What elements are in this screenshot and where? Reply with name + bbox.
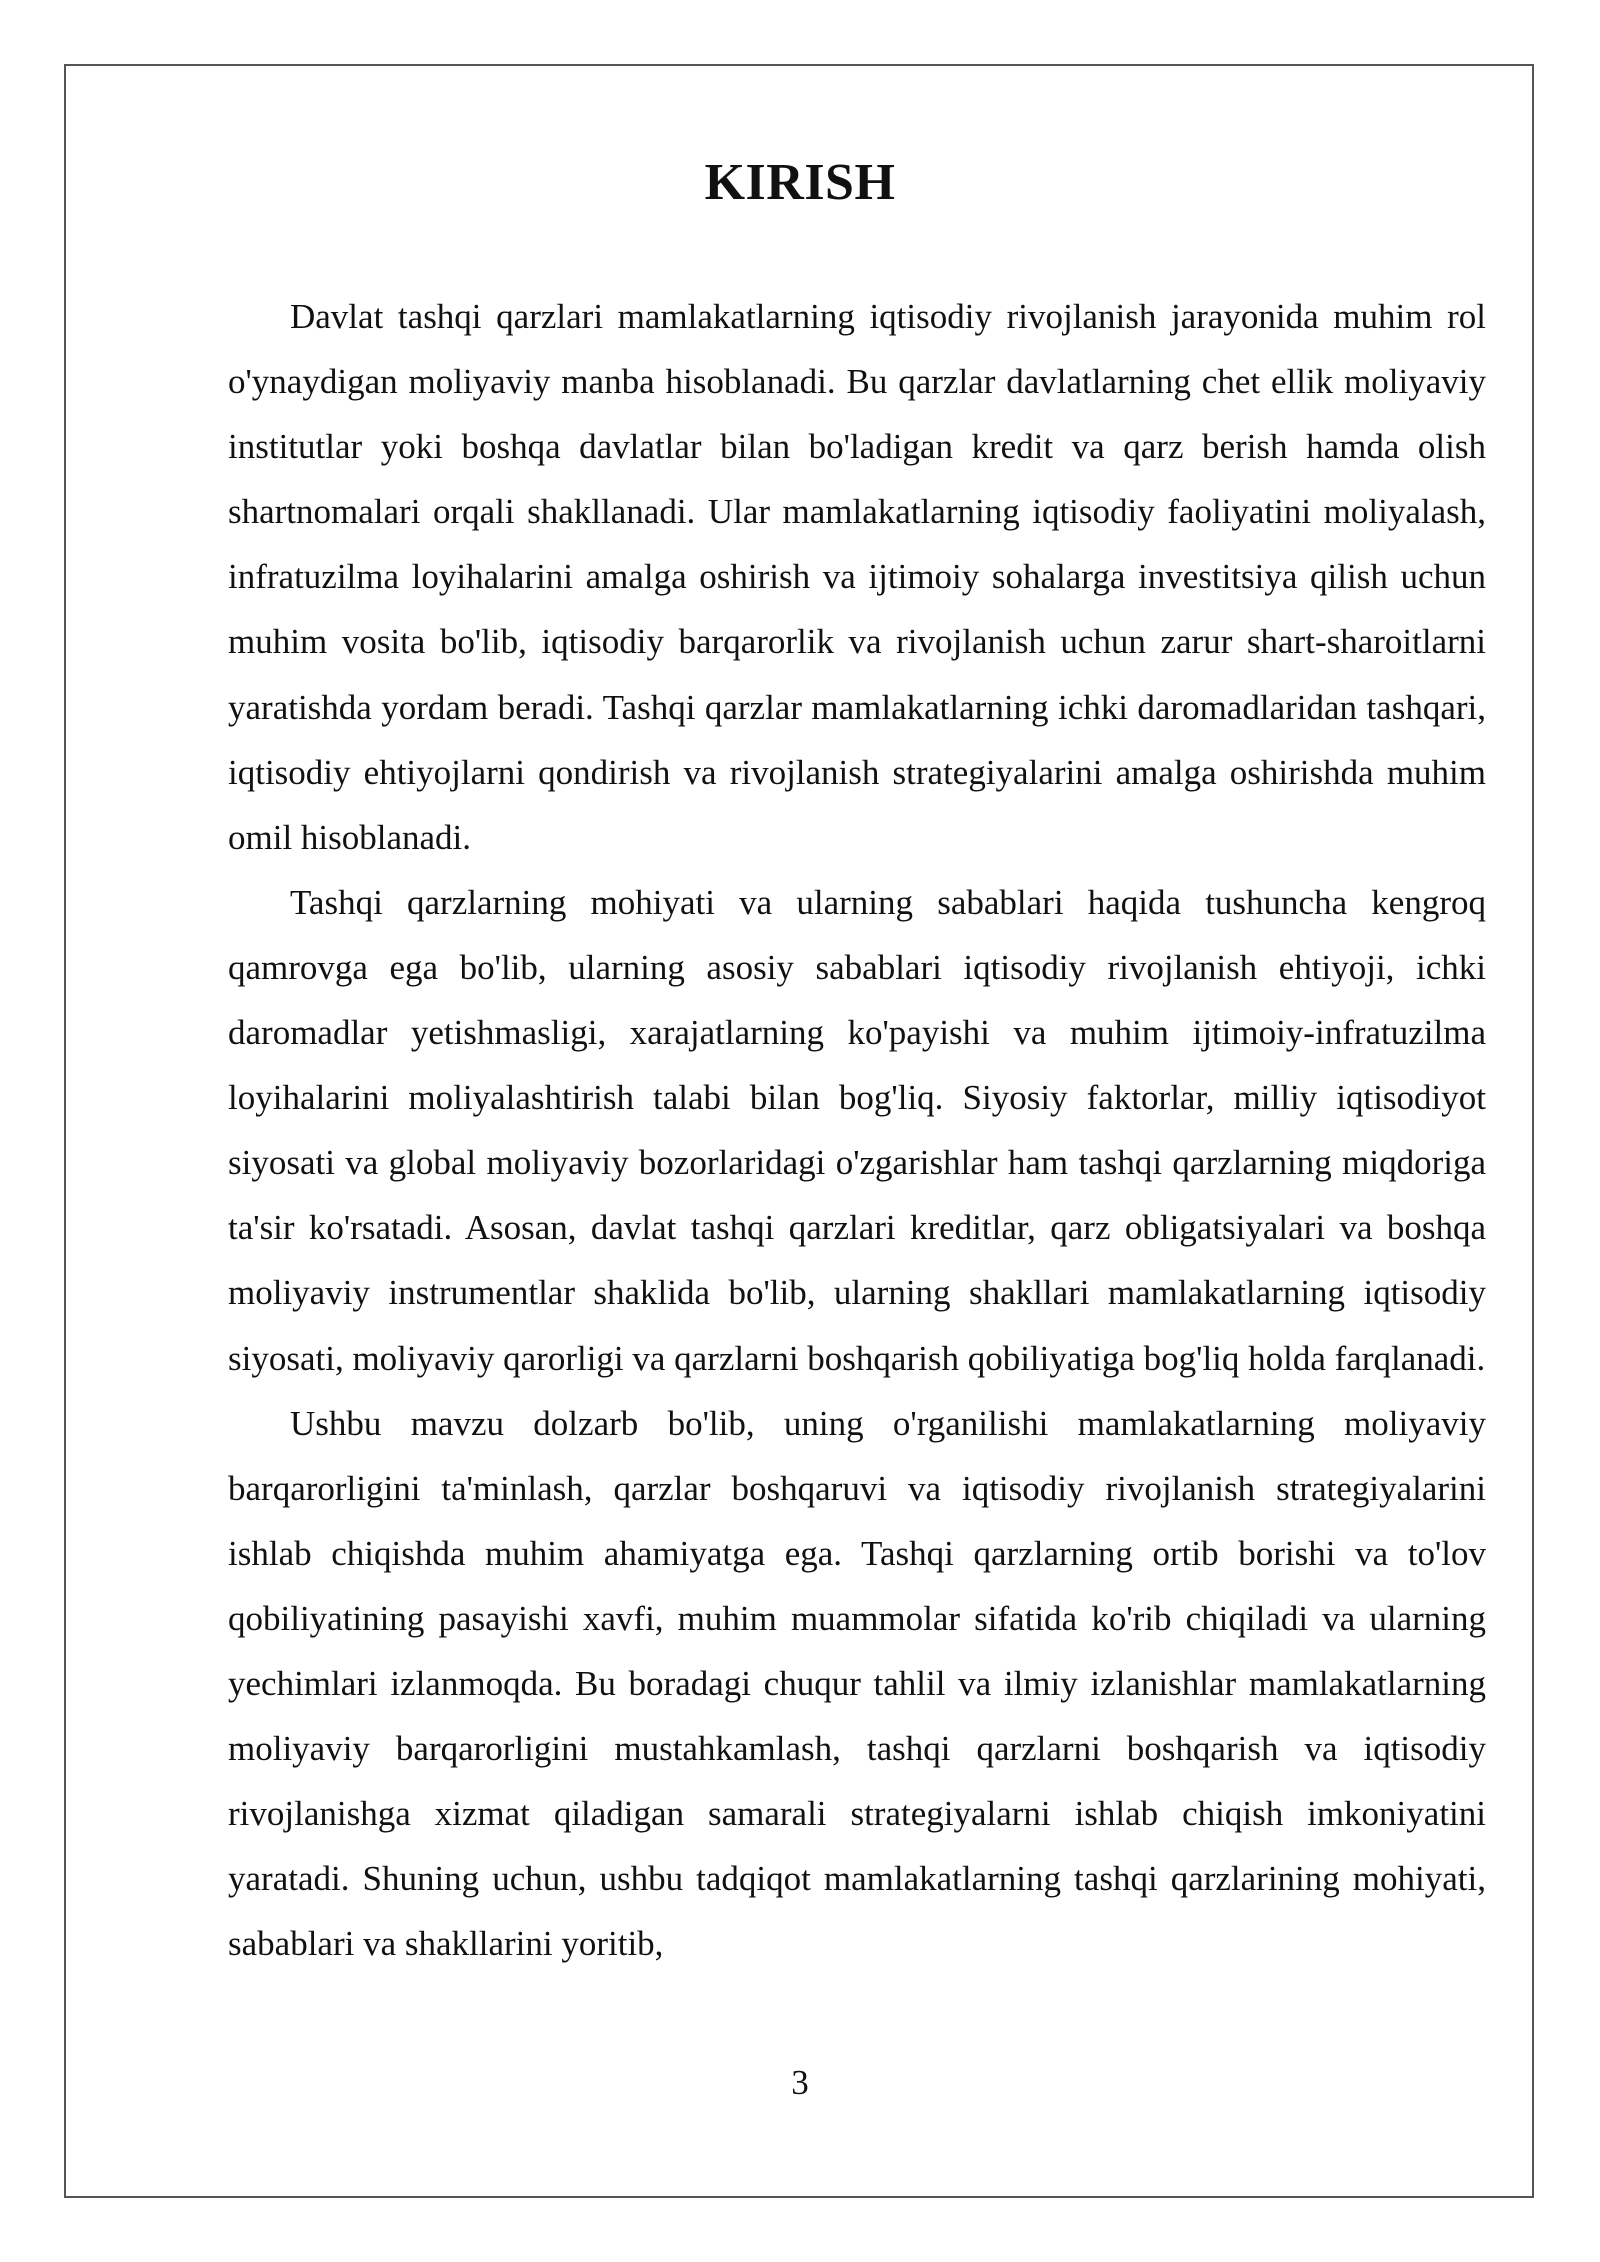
paragraph-3: Ushbu mavzu dolzarb bo'lib, uning o'rganilishi mamlakatlarning moliyaviy barqarorligini ta'minlash, qarzlar boshqaruvi va iqtisodiy rivojlanish strategiyalarini ishlab chiqishda muhim ahamiyatga ega. Tashqi qarzlarning ortib borishi va to'lov qobiliyatining pasayishi xavfi, muhim muammolar sifatida ko'rib chiqiladi va ularning yechimlari izlanmoqda. Bu boradagi chuqur tahlil va ilmiy izlanishlar mamlakatlarning moliyaviy barqarorligini mustahkamlash, tashqi qarzlarni boshqarish va iqtisodiy rivojlanishga xizmat qiladigan samarali strategiyalarni ishlab chiqish imkoniyatini yaratadi. Shuning uchun, ushbu tadqiqot mamlakatlarning tashqi qarzlarining mohiyati, sabablari va shakllarini yoritib, [228,1403,1486,1964]
paragraph-1: Davlat tashqi qarzlari mamlakatlarning iqtisodiy rivojlanish jarayonida muhim rol o'ynaydigan moliyaviy manba hisoblanadi. Bu qarzlar davlatlarning chet ellik moliyaviy institutlar yoki boshqa davlatlar bilan bo'ladigan kredit va qarz berish hamda olish shartnomalari orqali shakllanadi. Ular mamlakatlarning iqtisodiy faoliyatini moliyalash, infratuzilma loyihalarini amalga oshirish va ijtimoiy sohalarga investitsiya qilish uchun muhim vosita bo'lib, iqtisodiy barqarorlik va rivojlanish uchun zarur shart-sharoitlarni yaratishda yordam beradi. Tashqi qarzlar mamlakatlarning ichki daromadlaridan tashqari, iqtisodiy ehtiyojlarni qondirish va rivojlanish strategiyalarini amalga oshirishda muhim omil hisoblanadi. [228,297,1486,857]
page-number: 3 [791,2063,809,2102]
paragraph-2: Tashqi qarzlarning mohiyati va ularning sabablari haqida tushuncha kengroq qamrovga ega bo'lib, ularning asosiy sabablari iqtisodiy rivojlanish ehtiyoji, ichki daromadlar yetishmasligi, xarajatlarning ko'payishi va muhim ijtimoiy-infratuzilma loyihalarini moliyalashtirish talabi bilan bog'liq. Siyosiy faktorlar, milliy iqtisodiyot siyosati va global moliyaviy bozorlaridagi o'zgarishlar ham tashqi qarzlarning miqdoriga ta'sir ko'rsatadi. Asosan, davlat tashqi qarzlari kreditlar, qarz obligatsiyalari va boshqa moliyaviy instrumentlar shaklida bo'lib, ularning shakllari mamlakatlarning iqtisodiy siyosati, moliyaviy qarorligi va qarzlarni boshqarish qobiliyatiga bog'liq holda farqlanadi. [228,882,1486,1378]
page-title: KIRISH [704,154,896,211]
body-text [228,284,1486,1976]
